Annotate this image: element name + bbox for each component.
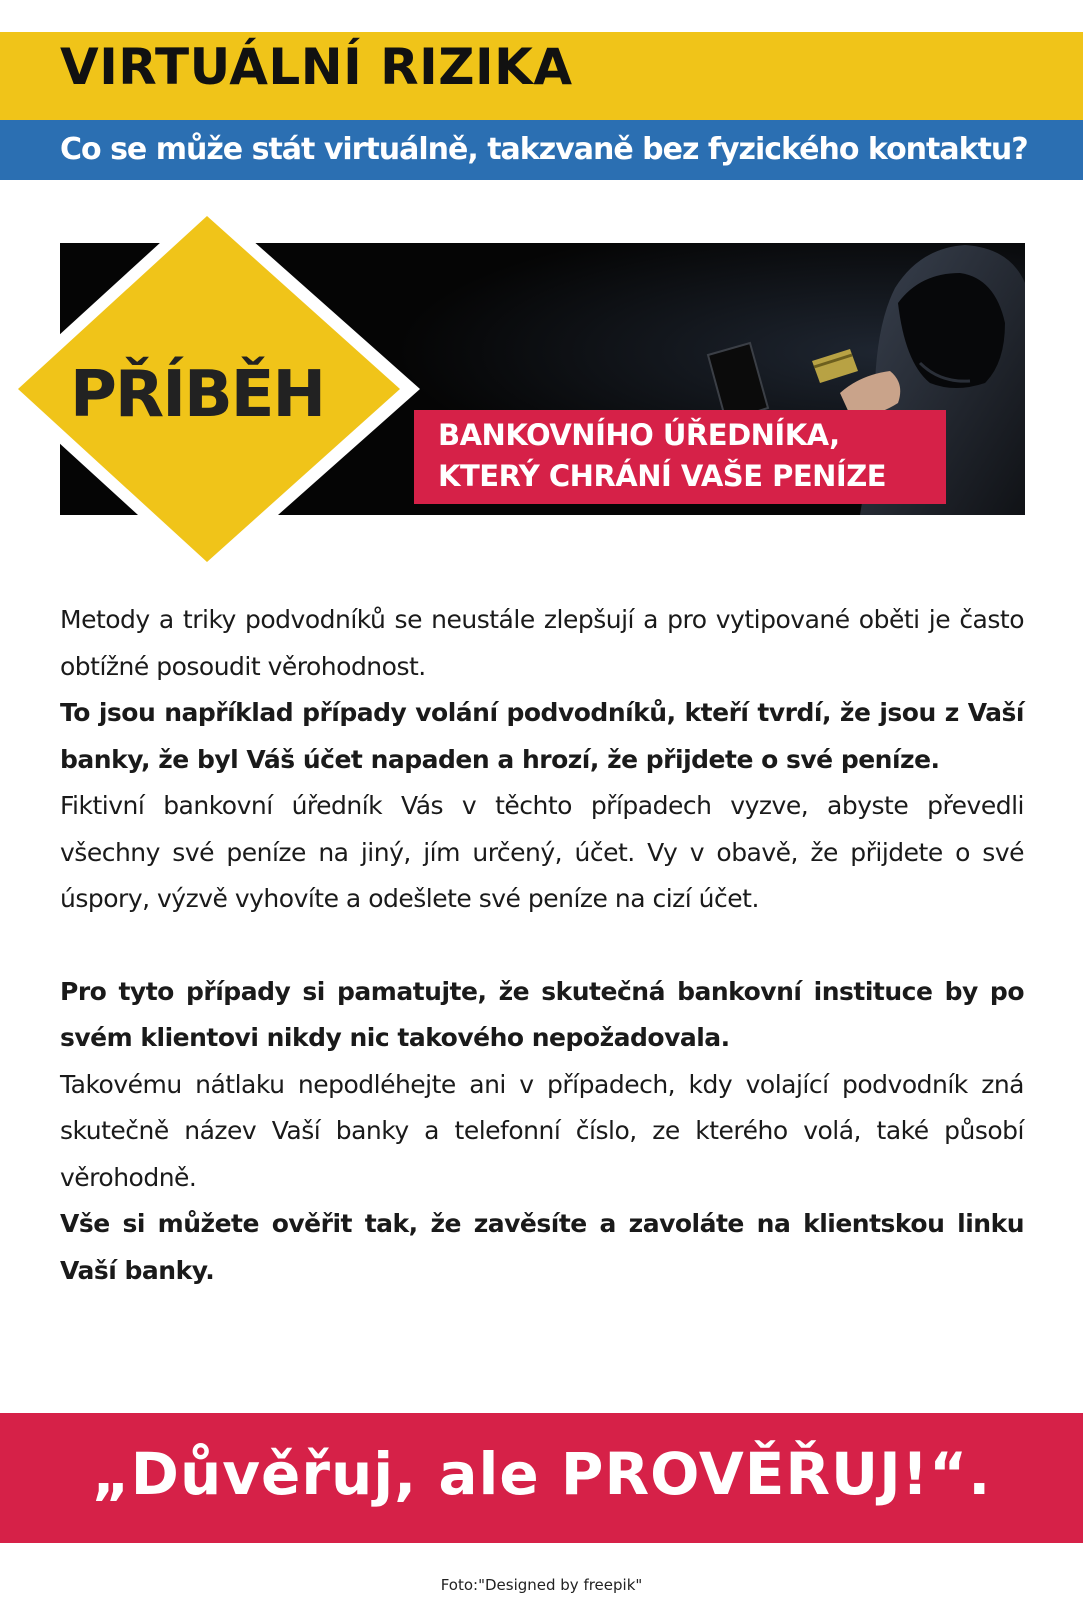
paragraph-pressure: Takovému nátlaku nepodléhejte ani v případech, kdy volající podvodník zná skutečně název Vaší banky a telefonní číslo, ze kterého volá, také působí věrohodně. (60, 1069, 1024, 1192)
story-tagline-line1: BANKOVNÍHO ÚŘEDNÍKA, (438, 418, 840, 452)
paragraph-intro: Metody a triky podvodníků se neustále zlepšují a pro vytipované oběti je často obtížné posoudit věrohodnost. (60, 605, 1024, 681)
page-title: VIRTUÁLNÍ RIZIKA (60, 38, 573, 96)
paragraph-fake-clerk: Fiktivní bankovní úředník Vás v těchto případech vyzve, abyste převedli všechny své peníze na jiný, jím určený, účet. Vy v obavě, že přijdete o své úspory, výzvě vyhovíte a odešlete své peníze na cizí účet. (60, 791, 1024, 913)
story-tagline-box (414, 410, 946, 504)
slogan: „Důvěřuj, ale PROVĚŘUJ!“. (91, 1440, 992, 1508)
paragraph-remember: Pro tyto případy si pamatujte, že skutečná bankovní instituce by po svém klientovi nikdy nic takového nepožadovala. (60, 976, 1024, 1052)
paragraph-example: To jsou například případy volání podvodníků, kteří tvrdí, že jsou z Vaší banky, že byl Váš účet napaden a hrozí, že přijdete o své peníze. (60, 698, 1024, 774)
story-tagline-line2: KTERÝ CHRÁNÍ VAŠE PENÍZE (438, 459, 887, 493)
page-subtitle: Co se může stát virtuálně, takzvaně bez fyzického kontaktu? (60, 132, 1028, 167)
paragraph-verify: Vše si můžete ověřit tak, že zavěsíte a zavoláte na klientskou linku Vaší banky. (60, 1209, 1024, 1285)
photo-credit: Foto:"Designed by freepik" (440, 1576, 643, 1594)
story-word: PŘÍBĚH (70, 358, 325, 432)
article-body (60, 597, 1024, 1294)
